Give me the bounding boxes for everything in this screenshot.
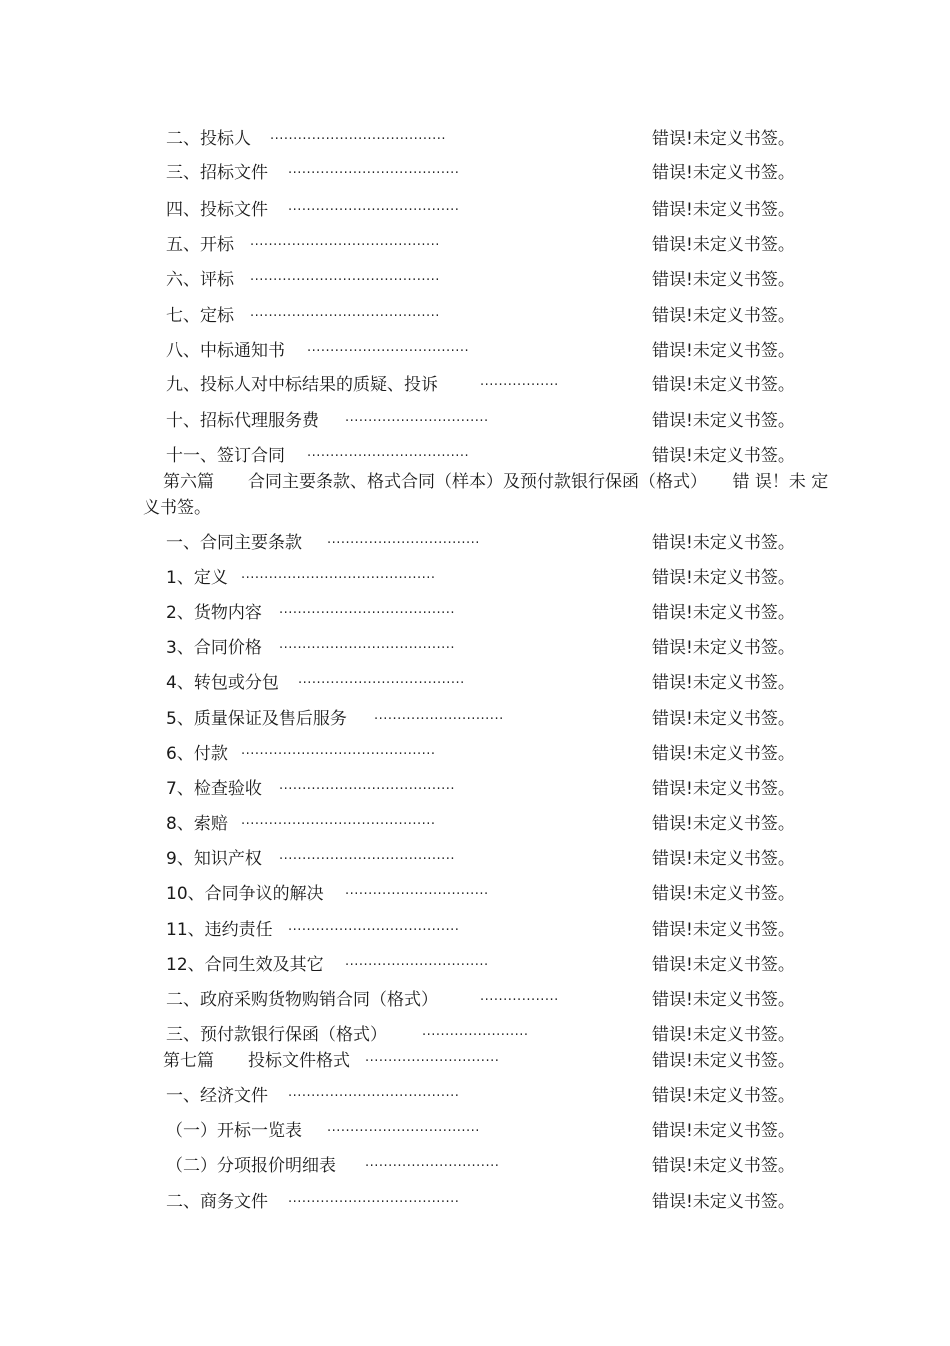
toc-page-ref: 错误!未定义书签。 (652, 990, 795, 1010)
toc-entry-label: 十、招标代理服务费 (166, 411, 319, 431)
toc-entry[interactable] (0, 917, 950, 943)
toc-page-ref: 错误!未定义书签。 (652, 1051, 795, 1071)
toc-page-ref: 错误!未定义书签。 (652, 638, 795, 658)
toc-entry[interactable] (0, 160, 950, 186)
toc-entry-label: 九、投标人对中标结果的质疑、投诉 (166, 375, 438, 395)
toc-entry[interactable] (0, 1083, 950, 1109)
leader-dots: ..................................... (288, 1085, 460, 1100)
toc-entry-label: 第七篇 投标文件格式 (163, 1051, 350, 1071)
toc-entry-label: 12、合同生效及其它 (166, 955, 324, 975)
leader-dots: ...................................... (279, 637, 456, 652)
leader-dots: .......................................... (241, 743, 436, 758)
leader-dots: ................................... (307, 445, 470, 460)
toc-entry[interactable] (0, 811, 950, 837)
toc-page-ref: 错误!未定义书签。 (652, 533, 795, 553)
toc-entry-label: 七、定标 (166, 306, 234, 326)
toc-page-ref: 错误!未定义书签。 (652, 955, 795, 975)
toc-entry[interactable] (0, 987, 950, 1013)
toc-entry[interactable] (0, 338, 950, 364)
toc-page-ref: 错误!未定义书签。 (652, 163, 795, 183)
leader-dots: ................. (480, 989, 559, 1004)
toc-part-heading[interactable] (0, 1048, 950, 1074)
toc-entry-label: 二、商务文件 (166, 1192, 268, 1212)
toc-entry-label: 十一、签订合同 (166, 446, 285, 466)
leader-dots: ............................... (345, 954, 489, 969)
toc-page-ref: 错误!未定义书签。 (652, 709, 795, 729)
toc-entry-label: 一、经济文件 (166, 1086, 268, 1106)
toc-entry-label: 5、质量保证及售后服务 (166, 709, 347, 729)
leader-dots: ...................................... (279, 602, 456, 617)
toc-page-ref: 错误!未定义书签。 (652, 235, 795, 255)
toc-entry-label: 二、投标人 (166, 129, 251, 149)
toc-page-ref: 错误!未定义书签。 (652, 200, 795, 220)
toc-page-ref: 错误!未定义书签。 (652, 568, 795, 588)
toc-entry[interactable] (0, 706, 950, 732)
toc-entry[interactable] (0, 635, 950, 661)
toc-entry[interactable] (0, 1118, 950, 1144)
toc-entry-label: 8、索赔 (166, 814, 228, 834)
toc-entry-label: 五、开标 (166, 235, 234, 255)
leader-dots: ............................. (365, 1155, 500, 1170)
toc-entry-label: （二）分项报价明细表 (166, 1156, 336, 1176)
leader-dots: ......................................... (250, 305, 440, 320)
toc-page-ref: 错误!未定义书签。 (652, 1192, 795, 1212)
toc-page-ref: 错误!未定义书签。 (652, 779, 795, 799)
leader-dots: .......................................... (241, 813, 436, 828)
toc-entry-label: （一）开标一览表 (166, 1121, 302, 1141)
toc-entry-label: 二、政府采购货物购销合同（格式） (166, 990, 438, 1010)
toc-page-ref: 错误!未定义书签。 (652, 673, 795, 693)
toc-entry-label: 7、检查验收 (166, 779, 262, 799)
toc-page-ref: 错误!未定义书签。 (652, 814, 795, 834)
leader-dots: .................................... (298, 672, 465, 687)
toc-entry[interactable] (0, 1189, 950, 1215)
toc-entry-label: 六、评标 (166, 270, 234, 290)
toc-page-ref: 错误!未定义书签。 (652, 849, 795, 869)
leader-dots: ............................... (345, 883, 489, 898)
toc-page-ref: 错误!未定义书签。 (652, 270, 795, 290)
toc-entry-label: 三、招标文件 (166, 163, 268, 183)
toc-entry-label: 10、合同争议的解决 (166, 884, 324, 904)
toc-entry-label: 6、付款 (166, 744, 228, 764)
toc-entry[interactable] (0, 197, 950, 223)
toc-entry-label: 三、预付款银行保函（格式） (166, 1025, 387, 1045)
leader-dots: .......................................... (241, 567, 436, 582)
toc-page-ref: 错误!未定义书签。 (652, 341, 795, 361)
leader-dots: ......................................... (250, 234, 440, 249)
toc-page-ref: 错误!未定义书签。 (652, 920, 795, 940)
toc-page-ref: 错误!未定义书签。 (652, 411, 795, 431)
toc-entry[interactable] (0, 408, 950, 434)
toc-entry[interactable] (0, 565, 950, 591)
toc-page-ref: 错误!未定义书签。 (652, 306, 795, 326)
leader-dots: ............................. (365, 1050, 500, 1065)
toc-page-ref: 错误!未定义书签。 (652, 744, 795, 764)
leader-dots: ............................... (345, 410, 489, 425)
toc-entry-label: 2、货物内容 (166, 603, 262, 623)
leader-dots: ...................................... (279, 778, 456, 793)
toc-entry[interactable] (0, 952, 950, 978)
toc-entry-label: 1、定义 (166, 568, 228, 588)
toc-entry[interactable] (0, 443, 950, 469)
leader-dots: ..................................... (288, 919, 460, 934)
toc-entry-label: 4、转包或分包 (166, 673, 279, 693)
toc-entry-label: 3、合同价格 (166, 638, 262, 658)
leader-dots: ..................................... (288, 162, 460, 177)
part-heading-line: 义书签。 (143, 498, 211, 518)
toc-entry[interactable] (0, 303, 950, 329)
leader-dots: ................................. (327, 1120, 480, 1135)
leader-dots: ................. (480, 374, 559, 389)
toc-entry[interactable] (0, 530, 950, 556)
leader-dots: ................................... (307, 340, 470, 355)
leader-dots: ......................................... (250, 269, 440, 284)
toc-entry-label: 11、违约责任 (166, 920, 273, 940)
leader-dots: ............................ (374, 708, 504, 723)
toc-page-ref: 错误!未定义书签。 (652, 1025, 795, 1045)
toc-entry[interactable] (0, 232, 950, 258)
toc-part-heading[interactable] (0, 469, 950, 521)
toc-entry[interactable] (0, 126, 950, 152)
toc-entry[interactable] (0, 846, 950, 872)
toc-entry-label: 一、合同主要条款 (166, 533, 302, 553)
toc-entry[interactable] (0, 1153, 950, 1179)
toc-entry[interactable] (0, 670, 950, 696)
toc-page-ref: 错误!未定义书签。 (652, 129, 795, 149)
toc-page-ref: 错误!未定义书签。 (652, 446, 795, 466)
leader-dots: ................................. (327, 532, 480, 547)
toc-page-ref: 错误!未定义书签。 (652, 603, 795, 623)
leader-dots: ....................... (422, 1024, 529, 1039)
toc-entry-label: 八、中标通知书 (166, 341, 285, 361)
toc-page-ref: 错误!未定义书签。 (652, 375, 795, 395)
toc-page-ref: 错误!未定义书签。 (652, 1156, 795, 1176)
toc-entry[interactable] (0, 741, 950, 767)
toc-page-ref: 错误!未定义书签。 (652, 884, 795, 904)
toc-entry[interactable] (0, 267, 950, 293)
toc-entry[interactable] (0, 881, 950, 907)
leader-dots: ...................................... (279, 848, 456, 863)
toc-entry[interactable] (0, 372, 950, 398)
toc-entry[interactable] (0, 776, 950, 802)
leader-dots: ..................................... (288, 1191, 460, 1206)
part-heading-line: 第六篇 合同主要条款、格式合同（样本）及预付款银行保函（格式） 错 误！未 定 (163, 472, 829, 492)
toc-entry[interactable] (0, 600, 950, 626)
leader-dots: ..................................... (288, 199, 460, 214)
toc-entry-label: 四、投标文件 (166, 200, 268, 220)
toc-page-ref: 错误!未定义书签。 (652, 1121, 795, 1141)
toc-entry-label: 9、知识产权 (166, 849, 262, 869)
toc-page-ref: 错误!未定义书签。 (652, 1086, 795, 1106)
leader-dots: ...................................... (270, 128, 447, 143)
